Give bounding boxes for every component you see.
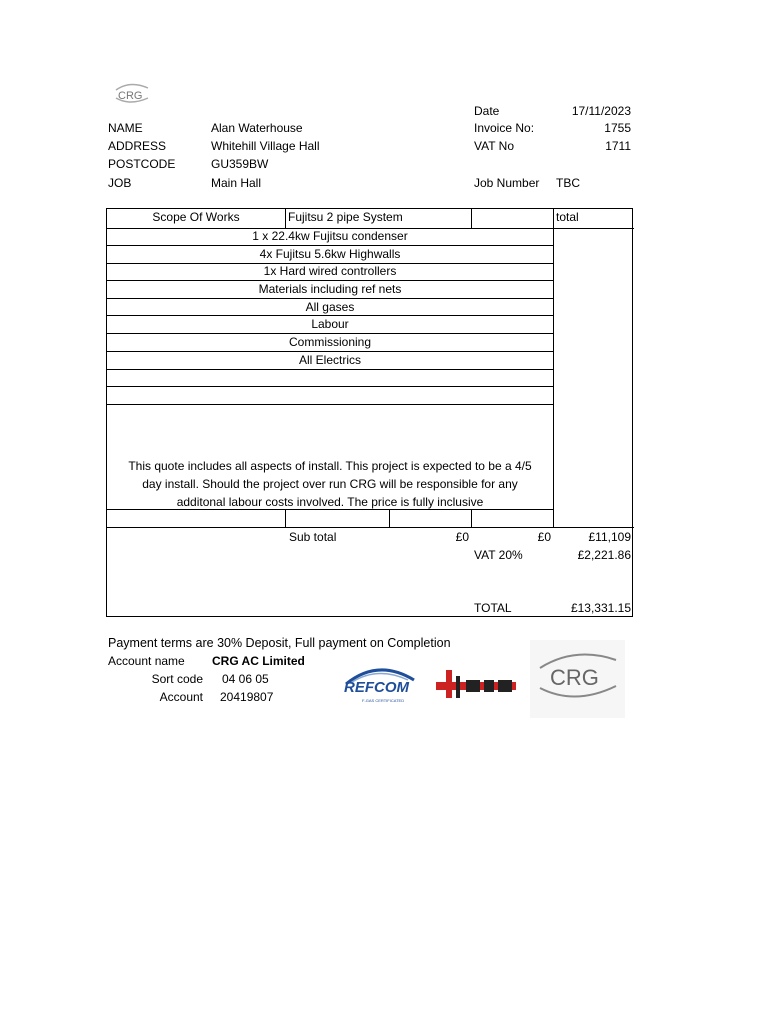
invoice-value: 1755 — [604, 121, 631, 135]
quote-note-line: This quote includes all aspects of install. This project is expected to be a 4/5 — [128, 459, 532, 473]
subtotal-a: £0 — [455, 530, 469, 544]
crg-logo-large — [530, 640, 625, 718]
scope-item: 1 x 22.4kw Fujitsu condenser — [252, 229, 408, 243]
job-value: Main Hall — [211, 176, 262, 190]
niceic-logo — [436, 666, 520, 705]
total-label: TOTAL — [474, 601, 512, 615]
total-value: £13,331.15 — [570, 601, 631, 615]
refcom-logo — [338, 662, 422, 709]
col-system-header: Fujitsu 2 pipe System — [288, 210, 403, 224]
crg-logo-small — [112, 80, 152, 107]
subtotal-label: Sub total — [289, 530, 337, 544]
subtotal-value: £11,109 — [588, 530, 631, 544]
quote-note-line: day install. Should the project over run CRG will be responsible for any — [142, 477, 518, 491]
account-value: 20419807 — [220, 690, 274, 704]
postcode-label: POSTCODE — [108, 157, 176, 171]
date-value: 17/11/2023 — [571, 104, 631, 118]
col-scope-header: Scope Of Works — [152, 210, 240, 224]
scope-item: All Electrics — [298, 353, 361, 367]
job-label: JOB — [108, 176, 132, 190]
account-name-label: Account name — [108, 654, 185, 668]
postcode-value: GU359BW — [211, 157, 269, 171]
payment-terms: Payment terms are 30% Deposit, Full payment on Completion — [108, 636, 451, 650]
vat-no-label: VAT No — [474, 139, 515, 153]
svg-text:CRG: CRG — [550, 665, 599, 690]
address-label: ADDRESS — [108, 139, 167, 153]
svg-text:NICEIC: NICEIC — [436, 701, 440, 702]
col-total-header: total — [556, 210, 579, 224]
scope-item: Materials including ref nets — [258, 282, 402, 296]
scope-item: 1x Hard wired controllers — [263, 264, 397, 278]
subtotal-b: £0 — [537, 530, 551, 544]
scope-item: All gases — [305, 300, 355, 314]
svg-text:CRG: CRG — [118, 90, 143, 102]
scope-item: Commissioning — [288, 335, 372, 349]
sort-code-value: 04 06 05 — [222, 672, 269, 686]
vat-label: VAT 20% — [474, 548, 523, 562]
vat-value: £2,221.86 — [577, 548, 631, 562]
job-number-value: TBC — [556, 176, 580, 190]
quote-note-line: additonal labour costs involved. The price is fully inclusive — [176, 495, 484, 509]
sort-code-label: Sort code — [151, 672, 203, 686]
account-name-value: CRG AC Limited — [212, 654, 305, 668]
account-label: Account — [159, 690, 203, 704]
name-value: Alan Waterhouse — [211, 121, 303, 135]
date-label: Date — [474, 104, 500, 118]
vat-no-value: 1711 — [605, 139, 631, 153]
job-number-label: Job Number — [474, 176, 540, 190]
scope-item: Labour — [311, 317, 349, 331]
address-value: Whitehill Village Hall — [211, 139, 320, 153]
name-label: NAME — [108, 121, 143, 135]
svg-text:REFCOM: REFCOM — [344, 679, 409, 696]
quote-table — [106, 208, 633, 617]
scope-item: 4x Fujitsu 5.6kw Highwalls — [259, 247, 401, 261]
invoice-label: Invoice No: — [474, 121, 535, 135]
svg-text:F-GAS CERTIFICATED: F-GAS CERTIFICATED — [362, 698, 405, 703]
